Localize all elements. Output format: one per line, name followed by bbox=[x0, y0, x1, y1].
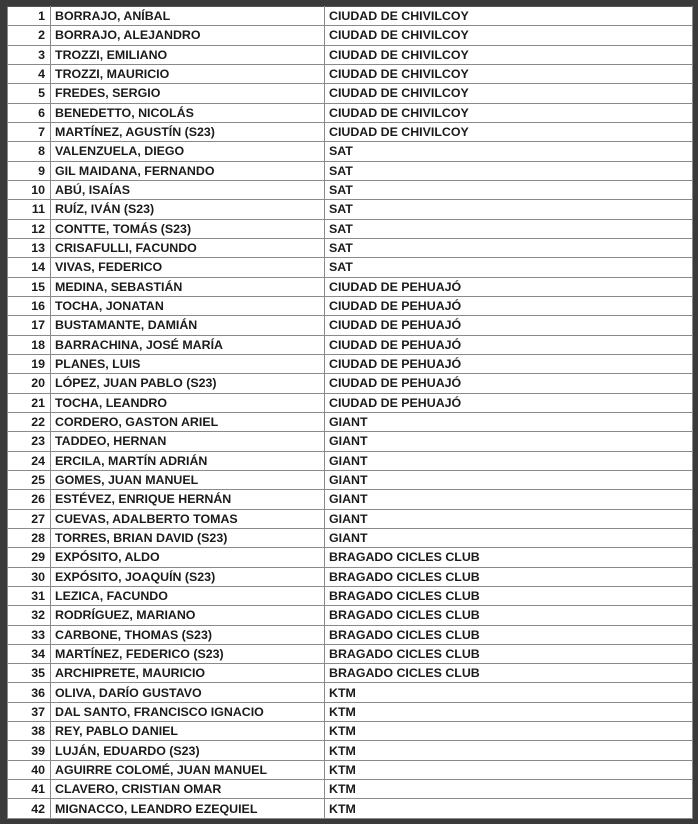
rider-name: GOMES, JUAN MANUEL bbox=[51, 470, 325, 489]
rider-number: 37 bbox=[8, 702, 51, 721]
rider-name: ABÚ, ISAÍAS bbox=[51, 180, 325, 199]
table-row bbox=[8, 258, 693, 277]
team-name: GIANT bbox=[325, 432, 693, 451]
rider-name: RODRÍGUEZ, MARIANO bbox=[51, 606, 325, 625]
team-name: CIUDAD DE CHIVILCOY bbox=[325, 64, 693, 83]
rider-name: DAL SANTO, FRANCISCO IGNACIO bbox=[51, 702, 325, 721]
rider-name: BARRACHINA, JOSÉ MARÍA bbox=[51, 335, 325, 354]
rider-name: TROZZI, MAURICIO bbox=[51, 64, 325, 83]
rider-name: AGUIRRE COLOMÉ, JUAN MANUEL bbox=[51, 760, 325, 779]
rider-number: 38 bbox=[8, 722, 51, 741]
team-name: BRAGADO CICLES CLUB bbox=[325, 548, 693, 567]
team-name: CIUDAD DE CHIVILCOY bbox=[325, 122, 693, 141]
rider-number: 41 bbox=[8, 780, 51, 799]
rider-number: 40 bbox=[8, 760, 51, 779]
rider-name: GIL MAIDANA, FERNANDO bbox=[51, 161, 325, 180]
table-row bbox=[8, 799, 693, 818]
rider-number: 27 bbox=[8, 509, 51, 528]
rider-name: CUEVAS, ADALBERTO TOMAS bbox=[51, 509, 325, 528]
table-row bbox=[8, 180, 693, 199]
team-name: CIUDAD DE PEHUAJÓ bbox=[325, 393, 693, 412]
team-name: CIUDAD DE CHIVILCOY bbox=[325, 7, 693, 26]
table-row bbox=[8, 219, 693, 238]
team-name: GIANT bbox=[325, 528, 693, 547]
table-row bbox=[8, 528, 693, 547]
table-row bbox=[8, 432, 693, 451]
rider-number: 26 bbox=[8, 490, 51, 509]
rider-number: 32 bbox=[8, 606, 51, 625]
team-name: CIUDAD DE PEHUAJÓ bbox=[325, 374, 693, 393]
table-row bbox=[8, 412, 693, 431]
table-row bbox=[8, 393, 693, 412]
team-name: BRAGADO CICLES CLUB bbox=[325, 606, 693, 625]
team-name: SAT bbox=[325, 258, 693, 277]
team-name: KTM bbox=[325, 741, 693, 760]
table-row bbox=[8, 374, 693, 393]
team-name: KTM bbox=[325, 780, 693, 799]
rider-number: 12 bbox=[8, 219, 51, 238]
rider-name: VIVAS, FEDERICO bbox=[51, 258, 325, 277]
rider-number: 17 bbox=[8, 316, 51, 335]
table-row bbox=[8, 200, 693, 219]
rider-number: 15 bbox=[8, 277, 51, 296]
team-name: CIUDAD DE PEHUAJÓ bbox=[325, 316, 693, 335]
rider-name: ARCHIPRETE, MAURICIO bbox=[51, 664, 325, 683]
table-row bbox=[8, 470, 693, 489]
team-name: BRAGADO CICLES CLUB bbox=[325, 644, 693, 663]
table-row bbox=[8, 702, 693, 721]
table-row bbox=[8, 548, 693, 567]
rider-name: CLAVERO, CRISTIAN OMAR bbox=[51, 780, 325, 799]
team-name: CIUDAD DE PEHUAJÓ bbox=[325, 277, 693, 296]
rider-list-sheet bbox=[7, 6, 692, 818]
team-name: KTM bbox=[325, 683, 693, 702]
team-name: CIUDAD DE PEHUAJÓ bbox=[325, 354, 693, 373]
rider-name: CRISAFULLI, FACUNDO bbox=[51, 238, 325, 257]
rider-name: ERCILA, MARTÍN ADRIÁN bbox=[51, 451, 325, 470]
rider-name: PLANES, LUIS bbox=[51, 354, 325, 373]
team-name: BRAGADO CICLES CLUB bbox=[325, 664, 693, 683]
rider-number: 30 bbox=[8, 567, 51, 586]
rider-number: 25 bbox=[8, 470, 51, 489]
table-row bbox=[8, 238, 693, 257]
team-name: SAT bbox=[325, 200, 693, 219]
team-name: CIUDAD DE CHIVILCOY bbox=[325, 84, 693, 103]
table-row bbox=[8, 335, 693, 354]
rider-number: 2 bbox=[8, 26, 51, 45]
rider-name: MIGNACCO, LEANDRO EZEQUIEL bbox=[51, 799, 325, 818]
table-row bbox=[8, 64, 693, 83]
rider-name: CONTTE, TOMÁS (S23) bbox=[51, 219, 325, 238]
rider-number: 33 bbox=[8, 625, 51, 644]
rider-name: LÓPEZ, JUAN PABLO (S23) bbox=[51, 374, 325, 393]
team-name: SAT bbox=[325, 238, 693, 257]
table-row bbox=[8, 161, 693, 180]
rider-name: ESTÉVEZ, ENRIQUE HERNÁN bbox=[51, 490, 325, 509]
table-row bbox=[8, 780, 693, 799]
team-name: BRAGADO CICLES CLUB bbox=[325, 625, 693, 644]
rider-number: 21 bbox=[8, 393, 51, 412]
rider-name: BUSTAMANTE, DAMIÁN bbox=[51, 316, 325, 335]
rider-name: CARBONE, THOMAS (S23) bbox=[51, 625, 325, 644]
rider-number: 16 bbox=[8, 296, 51, 315]
rider-name: MARTÍNEZ, FEDERICO (S23) bbox=[51, 644, 325, 663]
rider-number: 19 bbox=[8, 354, 51, 373]
rider-name: TOCHA, JONATAN bbox=[51, 296, 325, 315]
table-row bbox=[8, 142, 693, 161]
rider-name: TOCHA, LEANDRO bbox=[51, 393, 325, 412]
rider-name: REY, PABLO DANIEL bbox=[51, 722, 325, 741]
rider-number: 9 bbox=[8, 161, 51, 180]
team-name: KTM bbox=[325, 760, 693, 779]
rider-name: MARTÍNEZ, AGUSTÍN (S23) bbox=[51, 122, 325, 141]
team-name: GIANT bbox=[325, 412, 693, 431]
rider-number: 10 bbox=[8, 180, 51, 199]
team-name: KTM bbox=[325, 799, 693, 818]
rider-number: 23 bbox=[8, 432, 51, 451]
rider-number: 1 bbox=[8, 7, 51, 26]
team-name: SAT bbox=[325, 142, 693, 161]
rider-table bbox=[7, 6, 693, 819]
table-row bbox=[8, 644, 693, 663]
rider-number: 13 bbox=[8, 238, 51, 257]
rider-number: 18 bbox=[8, 335, 51, 354]
table-row bbox=[8, 586, 693, 605]
rider-name: CORDERO, GASTON ARIEL bbox=[51, 412, 325, 431]
rider-name: LEZICA, FACUNDO bbox=[51, 586, 325, 605]
rider-name: FREDES, SERGIO bbox=[51, 84, 325, 103]
rider-name: OLIVA, DARÍO GUSTAVO bbox=[51, 683, 325, 702]
rider-number: 35 bbox=[8, 664, 51, 683]
team-name: CIUDAD DE CHIVILCOY bbox=[325, 26, 693, 45]
team-name: BRAGADO CICLES CLUB bbox=[325, 567, 693, 586]
table-row bbox=[8, 490, 693, 509]
table-row bbox=[8, 683, 693, 702]
rider-number: 42 bbox=[8, 799, 51, 818]
rider-number: 28 bbox=[8, 528, 51, 547]
rider-number: 31 bbox=[8, 586, 51, 605]
table-row bbox=[8, 722, 693, 741]
team-name: GIANT bbox=[325, 490, 693, 509]
rider-name: BORRAJO, ANÍBAL bbox=[51, 7, 325, 26]
team-name: CIUDAD DE CHIVILCOY bbox=[325, 103, 693, 122]
team-name: CIUDAD DE PEHUAJÓ bbox=[325, 335, 693, 354]
rider-name: RUÍZ, IVÁN (S23) bbox=[51, 200, 325, 219]
rider-name: VALENZUELA, DIEGO bbox=[51, 142, 325, 161]
rider-name: TORRES, BRIAN DAVID (S23) bbox=[51, 528, 325, 547]
rider-number: 11 bbox=[8, 200, 51, 219]
table-row bbox=[8, 296, 693, 315]
table-row bbox=[8, 760, 693, 779]
table-row bbox=[8, 354, 693, 373]
team-name: BRAGADO CICLES CLUB bbox=[325, 586, 693, 605]
rider-number: 39 bbox=[8, 741, 51, 760]
rider-number: 4 bbox=[8, 64, 51, 83]
rider-number: 14 bbox=[8, 258, 51, 277]
rider-number: 20 bbox=[8, 374, 51, 393]
rider-number: 22 bbox=[8, 412, 51, 431]
table-row bbox=[8, 122, 693, 141]
rider-number: 29 bbox=[8, 548, 51, 567]
rider-number: 6 bbox=[8, 103, 51, 122]
rider-name: BORRAJO, ALEJANDRO bbox=[51, 26, 325, 45]
table-row bbox=[8, 84, 693, 103]
team-name: CIUDAD DE PEHUAJÓ bbox=[325, 296, 693, 315]
rider-name: BENEDETTO, NICOLÁS bbox=[51, 103, 325, 122]
table-row bbox=[8, 26, 693, 45]
table-row bbox=[8, 741, 693, 760]
team-name: KTM bbox=[325, 702, 693, 721]
rider-number: 5 bbox=[8, 84, 51, 103]
team-name: GIANT bbox=[325, 451, 693, 470]
team-name: SAT bbox=[325, 219, 693, 238]
table-row bbox=[8, 316, 693, 335]
table-row bbox=[8, 277, 693, 296]
table-row bbox=[8, 451, 693, 470]
table-row bbox=[8, 45, 693, 64]
team-name: GIANT bbox=[325, 509, 693, 528]
team-name: CIUDAD DE CHIVILCOY bbox=[325, 45, 693, 64]
rider-number: 3 bbox=[8, 45, 51, 64]
table-row bbox=[8, 567, 693, 586]
team-name: GIANT bbox=[325, 470, 693, 489]
table-row bbox=[8, 509, 693, 528]
rider-number: 7 bbox=[8, 122, 51, 141]
table-row bbox=[8, 103, 693, 122]
rider-name: TADDEO, HERNAN bbox=[51, 432, 325, 451]
rider-name: LUJÁN, EDUARDO (S23) bbox=[51, 741, 325, 760]
rider-name: MEDINA, SEBASTIÁN bbox=[51, 277, 325, 296]
table-row bbox=[8, 664, 693, 683]
rider-number: 24 bbox=[8, 451, 51, 470]
table-row bbox=[8, 7, 693, 26]
rider-number: 36 bbox=[8, 683, 51, 702]
team-name: SAT bbox=[325, 161, 693, 180]
rider-table-body bbox=[8, 7, 693, 819]
rider-name: EXPÓSITO, JOAQUÍN (S23) bbox=[51, 567, 325, 586]
team-name: KTM bbox=[325, 722, 693, 741]
rider-number: 8 bbox=[8, 142, 51, 161]
table-row bbox=[8, 606, 693, 625]
rider-number: 34 bbox=[8, 644, 51, 663]
rider-name: TROZZI, EMILIANO bbox=[51, 45, 325, 64]
rider-name: EXPÓSITO, ALDO bbox=[51, 548, 325, 567]
team-name: SAT bbox=[325, 180, 693, 199]
table-row bbox=[8, 625, 693, 644]
